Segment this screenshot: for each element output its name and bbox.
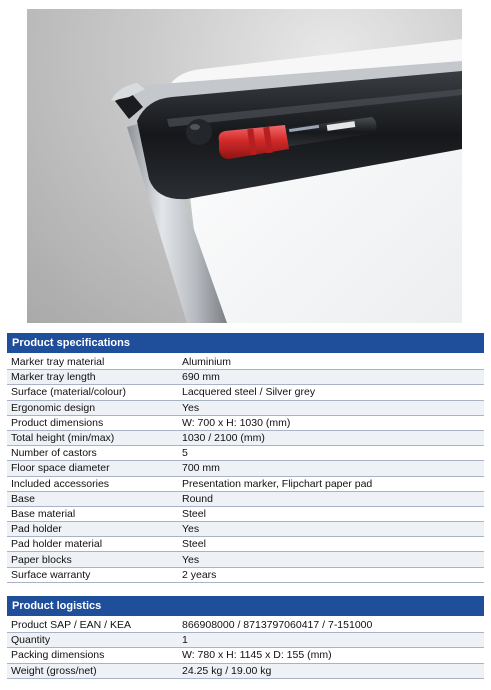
row-label: Ergonomic design <box>7 400 178 415</box>
table-row <box>7 552 484 567</box>
row-label: Weight (gross/net) <box>7 663 178 678</box>
row-value: Steel <box>178 506 484 521</box>
row-value: 24.25 kg / 19.00 kg <box>178 663 484 678</box>
table-row <box>7 355 484 370</box>
table-row <box>7 415 484 430</box>
product-logistics-section <box>7 596 484 679</box>
row-label: Floor space diameter <box>7 461 178 476</box>
row-value: Steel <box>178 537 484 552</box>
table-row <box>7 461 484 476</box>
row-label: Marker tray length <box>7 370 178 385</box>
row-value: 866908000 / 8713797060417 / 7-151000 <box>178 618 484 633</box>
table-row <box>7 491 484 506</box>
row-label: Total height (min/max) <box>7 430 178 445</box>
row-label: Surface warranty <box>7 567 178 582</box>
row-label: Paper blocks <box>7 552 178 567</box>
table-row <box>7 400 484 415</box>
product-specifications-table <box>7 355 484 583</box>
product-photo <box>27 9 462 323</box>
table-row <box>7 537 484 552</box>
row-label: Quantity <box>7 633 178 648</box>
row-label: Surface (material/colour) <box>7 385 178 400</box>
row-value: 1 <box>178 633 484 648</box>
flipchart-marker-tray-illustration <box>27 9 462 323</box>
table-row <box>7 370 484 385</box>
table-row <box>7 446 484 461</box>
table-row <box>7 522 484 537</box>
product-specifications-section <box>7 333 484 583</box>
row-label: Packing dimensions <box>7 648 178 663</box>
row-label: Number of castors <box>7 446 178 461</box>
row-value: Yes <box>178 400 484 415</box>
row-value: 690 mm <box>178 370 484 385</box>
row-value: 5 <box>178 446 484 461</box>
product-logistics-table <box>7 618 484 679</box>
row-value: 2 years <box>178 567 484 582</box>
row-value: Yes <box>178 552 484 567</box>
row-value: 1030 / 2100 (mm) <box>178 430 484 445</box>
row-value: 700 mm <box>178 461 484 476</box>
table-row <box>7 430 484 445</box>
row-label: Included accessories <box>7 476 178 491</box>
row-label: Pad holder material <box>7 537 178 552</box>
table-row <box>7 618 484 633</box>
table-row <box>7 476 484 491</box>
table-row <box>7 663 484 678</box>
row-label: Marker tray material <box>7 355 178 370</box>
row-label: Product dimensions <box>7 415 178 430</box>
table-row <box>7 567 484 582</box>
row-value: Aluminium <box>178 355 484 370</box>
row-value: Yes <box>178 522 484 537</box>
table-row <box>7 385 484 400</box>
row-label: Base material <box>7 506 178 521</box>
row-label: Product SAP / EAN / KEA <box>7 618 178 633</box>
product-specifications-header: Product specifications <box>7 333 484 355</box>
row-label: Base <box>7 491 178 506</box>
row-label: Pad holder <box>7 522 178 537</box>
table-row <box>7 633 484 648</box>
product-logistics-header: Product logistics <box>7 596 484 618</box>
row-value: Presentation marker, Flipchart paper pad <box>178 476 484 491</box>
table-row <box>7 506 484 521</box>
row-value: Lacquered steel / Silver grey <box>178 385 484 400</box>
row-value: Round <box>178 491 484 506</box>
row-value: W: 700 x H: 1030 (mm) <box>178 415 484 430</box>
row-value: W: 780 x H: 1145 x D: 155 (mm) <box>178 648 484 663</box>
table-row <box>7 648 484 663</box>
